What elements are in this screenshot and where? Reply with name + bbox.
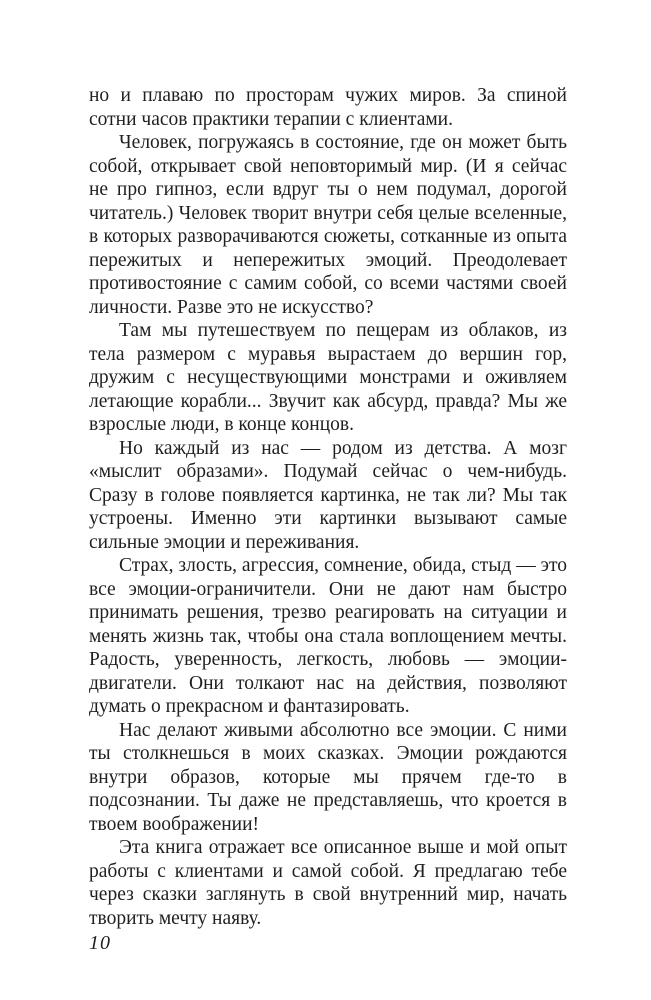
paragraph-2: Человек, погружаясь в состояние, где он может быть собой, открывает свой неповторимый мир. (И я сейчас не про гипноз, если вдруг ты о нем подумал, дорогой читатель.) Человек творит внутри себя целые вселенные, в которых разворачиваются сюжеты, сотканные из опыта пережитых и непережитых эмоций. Преодолевает противостояние с самим собой, со всеми частями своей личности. Разве это не искусство? xyxy=(89,132,567,318)
page-number: 10 xyxy=(89,932,111,954)
paragraph-6: Нас делают живыми абсолютно все эмоции. С ними ты столкнешься в моих сказках. Эмоции рождаются внутри образов, которые мы прячем где-то в подсознании. Ты даже не представляешь, что кроется в твоем воображении! xyxy=(89,719,567,835)
paragraph-1: но и плаваю по просторам чужих миров. За спиной сотни часов практики терапии с клиентами. xyxy=(89,85,567,130)
paragraph-7: Эта книга отражает все описанное выше и мой опыт работы с клиентами и самой собой. Я предлагаю тебе через сказки заглянуть в свой внутренний мир, начать творить мечту наяву. xyxy=(89,837,567,929)
paragraph-4: Но каждый из нас — родом из детства. А мозг «мыслит образами». Подумай сейчас о чем-нибудь. Сразу в голове появляется картинка, не так ли? Мы так устроены. Именно эти картинки вызывают самые сильные эмоции и переживания. xyxy=(89,437,567,553)
body-text xyxy=(89,84,567,930)
paragraph-5: Страх, злость, агрессия, сомнение, обида, стыд — это все эмоции-ограничители. Они не дают нам быстро принимать решения, трезво реагировать на ситуации и менять жизнь так, чтобы она стала воплощением мечты. Радость, уверенность, легкость, любовь — эмоции-двигатели. Они толкают нас на действия, позволяют думать о прекрасном и фантазировать. xyxy=(89,555,567,717)
paragraph-3: Там мы путешествуем по пещерам из облаков, из тела размером с муравья вырастаем до вершин гор, дружим с несуществующими монстрами и оживляем летающие корабли... Звучит как абсурд, правда? Мы же взрослые люди, в конце концов. xyxy=(89,320,567,435)
